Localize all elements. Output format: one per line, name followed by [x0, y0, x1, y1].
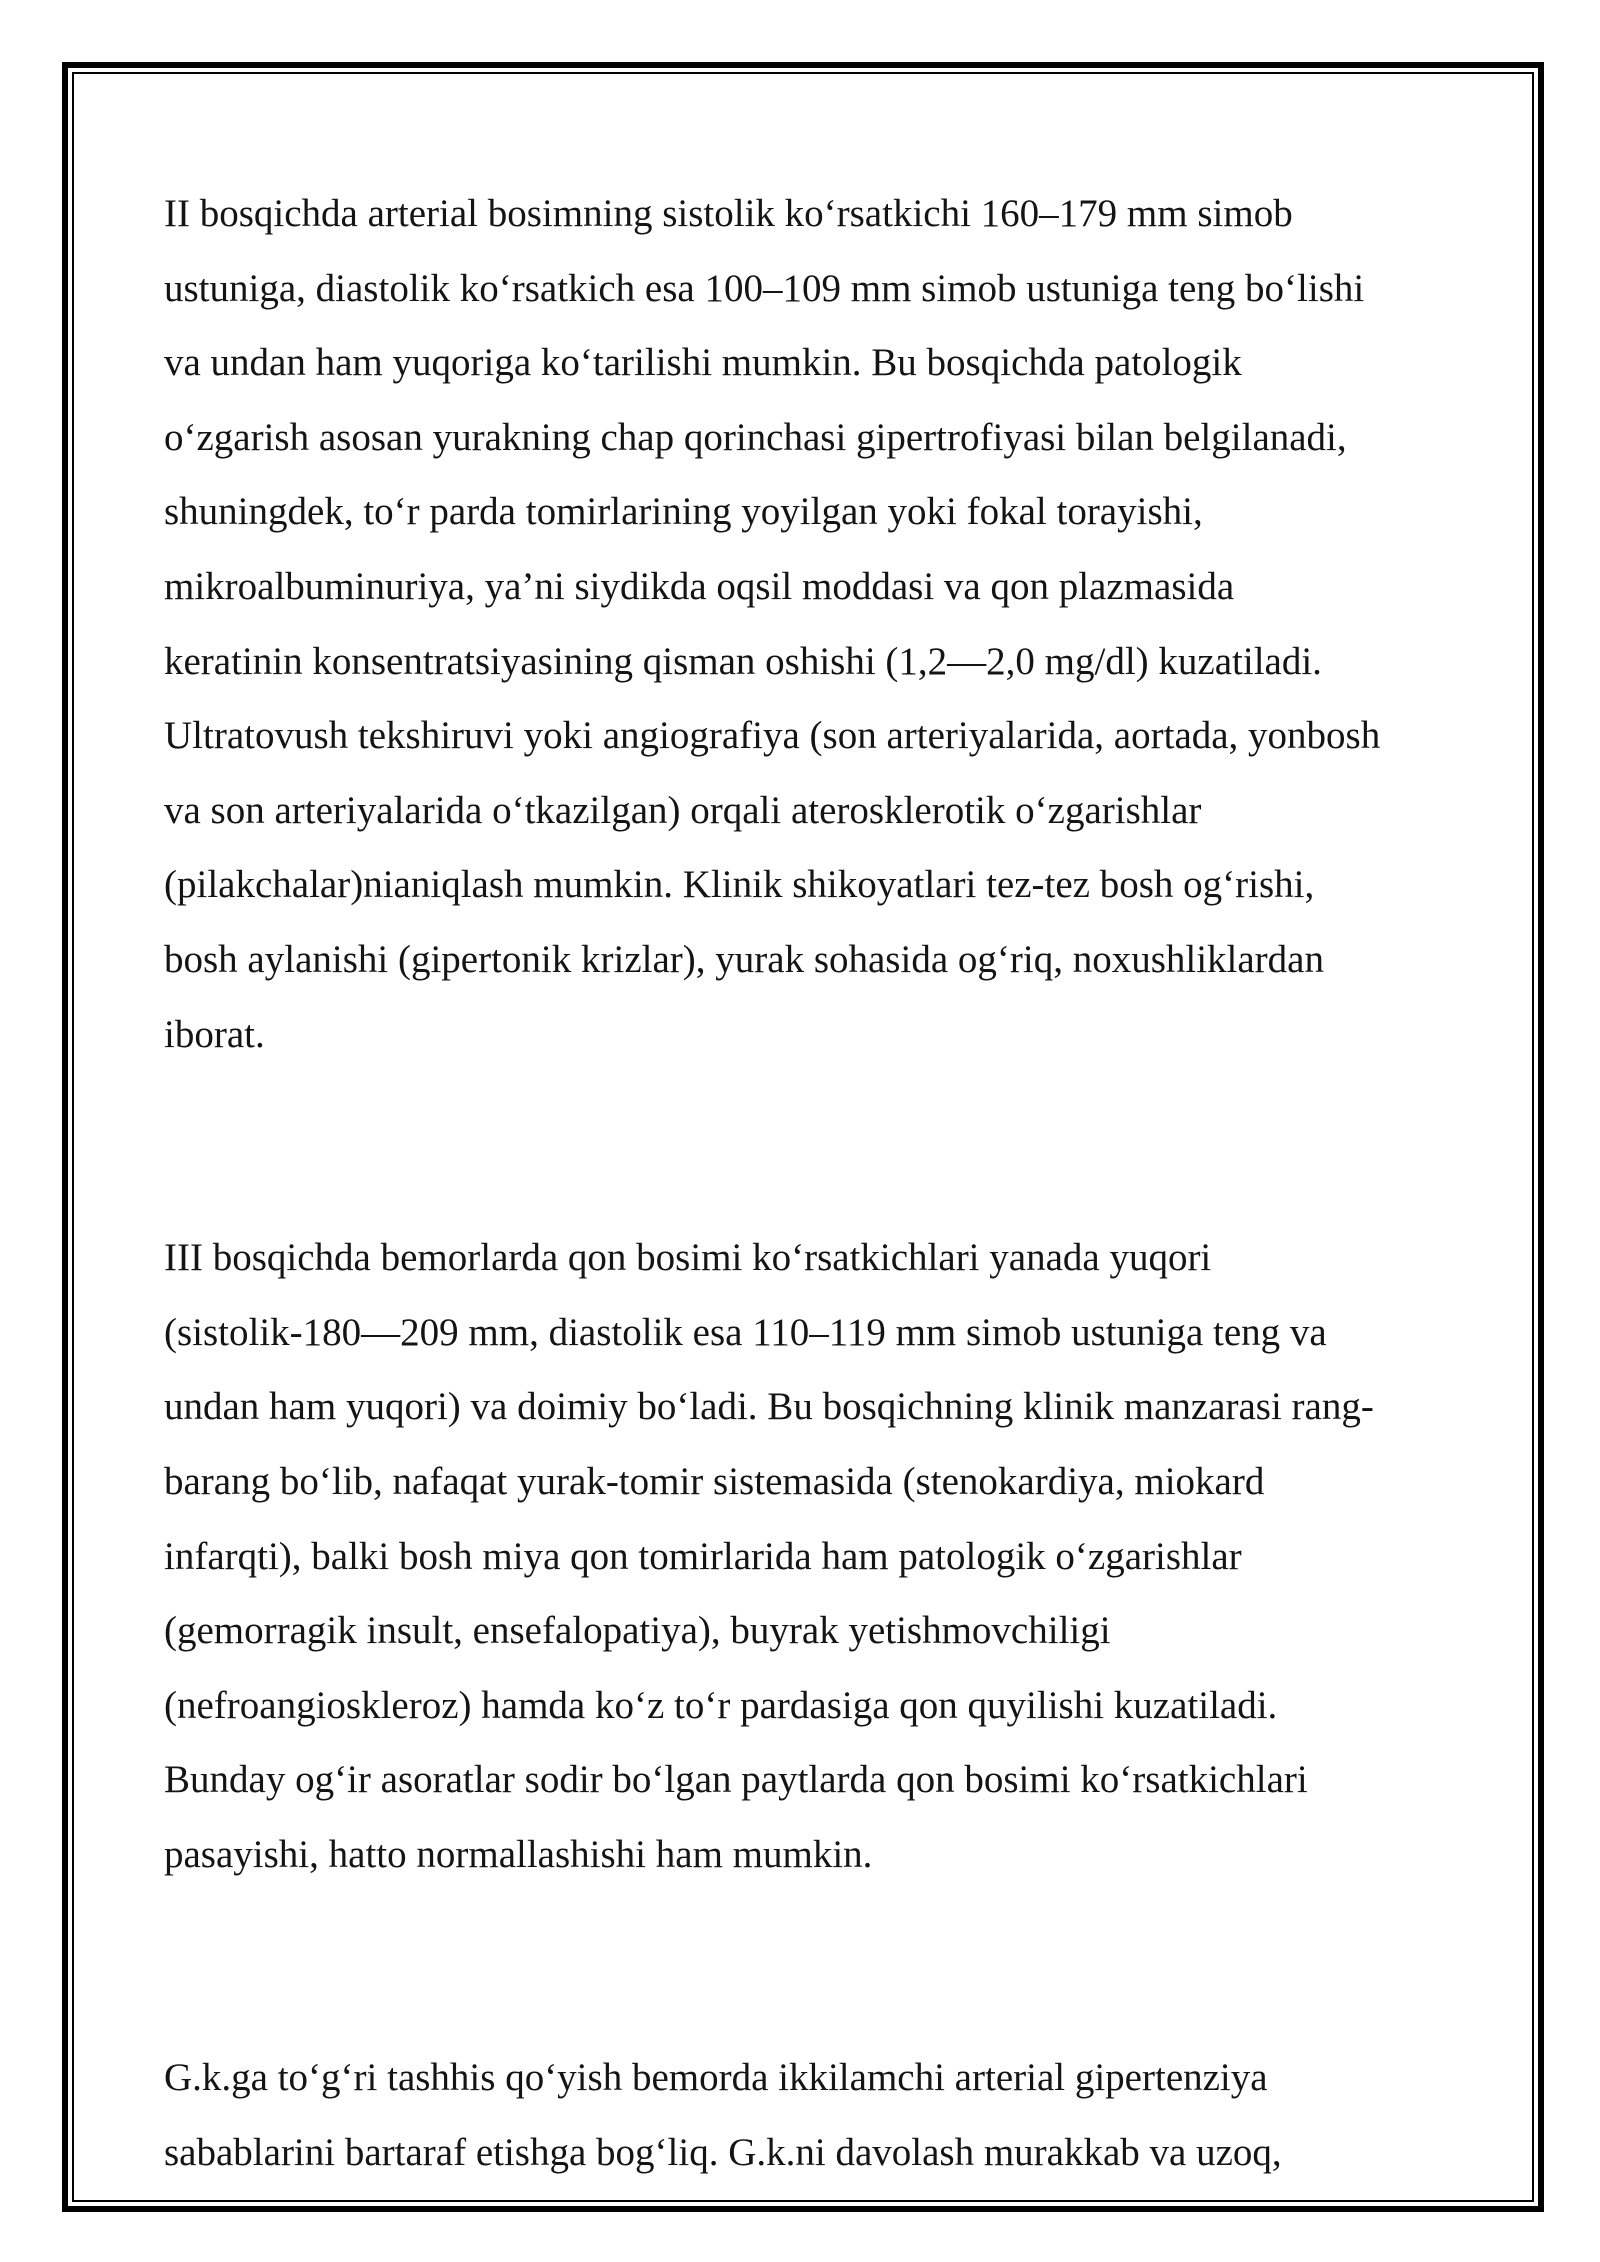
text-line: iborat.	[164, 1012, 265, 1056]
text-line: keratinin konsentratsiyasining qisman oshishi (1,2—2,0 mg/dl) kuzatiladi.	[164, 639, 1322, 683]
text-line: III bosqichda bemorlarda qon bosimi koʻrsatkichlari yanada yuqori	[164, 1236, 1212, 1280]
text-line: Ultratovush tekshiruvi yoki angiografiya (son arteriyalarida, aortada, yonbosh	[164, 714, 1381, 758]
text-line: Bunday ogʻir asoratlar sodir boʻlgan paytlarda qon bosimi koʻrsatkichlari	[164, 1758, 1308, 1802]
text-line: va son arteriyalarida oʻtkazilgan) orqali aterosklerotik oʻzgarishlar	[164, 788, 1202, 832]
text-line: undan ham yuqori) va doimiy boʻladi. Bu bosqichning klinik manzarasi rang-	[164, 1385, 1374, 1429]
page-border	[62, 62, 1544, 2212]
text-line: (nefroangioskleroz) hamda koʻz toʻr pardasiga qon quyilishi kuzatiladi.	[164, 1683, 1278, 1727]
paragraph-stage-3	[164, 1221, 1544, 1892]
text-line: oʻzgarish asosan yurakning chap qorinchasi gipertrofiyasi bilan belgilanadi,	[164, 415, 1347, 459]
text-line: (gemorragik insult, ensefalopatiya), buyrak yetishmovchiligi	[164, 1609, 1111, 1653]
text-line: (pilakchalar)nianiqlash mumkin. Klinik shikoyatlari tez-tez bosh ogʻrishi,	[164, 863, 1315, 907]
text-line: infarqti), balki bosh miya qon tomirlarida ham patologik oʻzgarishlar	[164, 1534, 1242, 1578]
document-body	[164, 177, 1544, 2191]
text-line: pasayishi, hatto normallashishi ham mumkin.	[164, 1832, 873, 1876]
text-line: bosh aylanishi (gipertonik krizlar), yurak sohasida ogʻriq, noxushliklardan	[164, 937, 1324, 981]
paragraph-diagnosis	[164, 2041, 1544, 2190]
paragraph-stage-2	[164, 177, 1544, 1072]
text-line: barang boʻlib, nafaqat yurak-tomir sistemasida (stenokardiya, miokard	[164, 1459, 1265, 1503]
text-line: II bosqichda arterial bosimning sistolik koʻrsatkichi 160–179 mm simob	[164, 192, 1293, 235]
text-line: sabablarini bartaraf etishga bogʻliq. G.k.ni davolash murakkab va uzoq,	[164, 2131, 1282, 2175]
text-line: ustuniga, diastolik koʻrsatkich esa 100–109 mm simob ustuniga teng boʻlishi	[164, 266, 1365, 310]
text-line: G.k.ga toʻgʻri tashhis qoʻyish bemorda ikkilamchi arterial gipertenziya	[164, 2056, 1268, 2100]
text-line: mikroalbuminuriya, ya’ni siydikda oqsil moddasi va qon plazmasida	[164, 564, 1235, 608]
text-line: shuningdek, toʻr parda tomirlarining yoyilgan yoki fokal torayishi,	[164, 490, 1203, 534]
text-line: va undan ham yuqoriga koʻtarilishi mumkin. Bu bosqichda patologik	[164, 341, 1242, 385]
text-line: (sistolik-180—209 mm, diastolik esa 110–119 mm simob ustuniga teng va	[164, 1310, 1327, 1354]
